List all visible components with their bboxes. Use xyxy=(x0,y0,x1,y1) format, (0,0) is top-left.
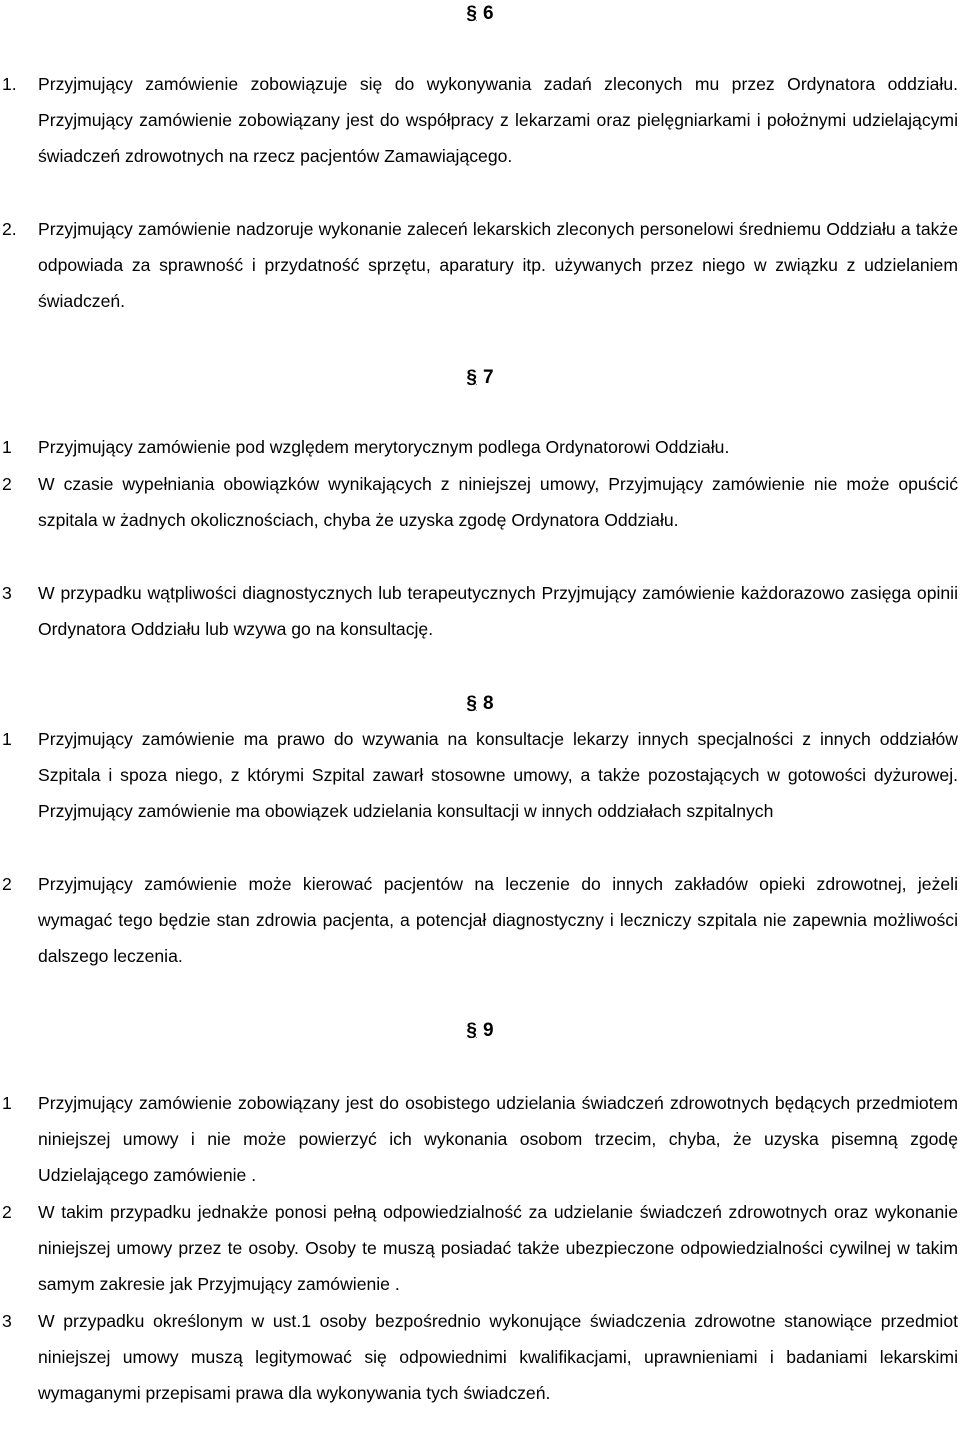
section-number: 7 xyxy=(483,367,494,388)
paragraph-7-2 xyxy=(0,466,958,538)
paragraph-number: 1. xyxy=(2,74,17,94)
paragraph-number: 2 xyxy=(2,874,12,894)
paragraph-text: W przypadku wątpliwości diagnostycznych lub terapeutycznych Przyjmujący zamówienie każdorazowo zasięga opinii Ordynatora Oddziału lub wzywa go na konsultację. xyxy=(38,583,958,640)
paragraph-number: 3 xyxy=(2,583,12,603)
paragraph-text: Przyjmujący zamówienie zobowiązany jest do osobistego udzielania świadczeń zdrowotnych będących przedmiotem niniejszej umowy i nie może powierzyć ich wykonania osobom trzecim, chyba, że uzyska pisemną zgodę Udzielającego zamówienie . xyxy=(38,1093,958,1186)
paragraph-8-2 xyxy=(0,866,958,975)
section-heading-6 xyxy=(0,2,960,26)
paragraph-number: 3 xyxy=(2,1311,12,1331)
section-number: 9 xyxy=(483,1020,494,1041)
paragraph-text: Przyjmujący zamówienie ma prawo do wzywania na konsultacje lekarzy innych specjalności z innych oddziałów Szpitala i spoza niego, z którymi Szpital zawarł stosowne umowy, a także pozostających w gotowości dyżurowej. Przyjmujący zamówienie ma obowiązek udzielania konsultacji w innych oddziałach szpitalnych xyxy=(38,729,958,822)
paragraph-9-1 xyxy=(0,1085,958,1194)
paragraph-9-3 xyxy=(0,1303,958,1412)
paragraph-text: W przypadku określonym w ust.1 osoby bezpośrednio wykonujące świadczenia zdrowotne stanowiące przedmiot niniejszej umowy muszą legitymować się odpowiednimi kwalifikacjami, uprawnieniami i badaniami lekarskimi wymaganymi przepisami prawa dla wykonywania tych świadczeń. xyxy=(38,1311,958,1404)
paragraph-text: Przyjmujący zamówienie pod względem merytorycznym podlega Ordynatorowi Oddziału. xyxy=(38,437,730,457)
paragraph-text: Przyjmujący zamówienie zobowiązuje się do wykonywania zadań zleconych mu przez Ordynatora oddziału. Przyjmujący zamówienie zobowiązany jest do współpracy z lekarzami oraz pielęgniarkami i położnymi udzielającymi świadczeń zdrowotnych na rzecz pacjentów Zamawiającego. xyxy=(38,74,958,167)
paragraph-number: 2 xyxy=(2,1202,12,1222)
paragraph-number: 1 xyxy=(2,437,12,457)
paragraph-7-3 xyxy=(0,575,958,647)
paragraph-text: W takim przypadku jednakże ponosi pełną odpowiedzialność za udzielanie świadczeń zdrowotnych oraz wykonanie niniejszej umowy przez te osoby. Osoby te muszą posiadać także ubezpieczone odpowiedzialności cywilnej w takim samym zakresie jak Przyjmujący zamówienie . xyxy=(38,1202,958,1295)
section-number: 8 xyxy=(483,693,494,714)
paragraph-6-1 xyxy=(0,66,958,175)
paragraph-6-2 xyxy=(0,211,958,320)
paragraph-number: 2 xyxy=(2,474,12,494)
paragraph-text: W czasie wypełniania obowiązków wynikających z niniejszej umowy, Przyjmujący zamówienie nie może opuścić szpitala w żadnych okolicznościach, chyba że uzyska zgodę Ordynatora Oddziału. xyxy=(38,474,958,531)
section-number: 6 xyxy=(483,3,494,24)
section-symbol: § xyxy=(466,693,477,714)
section-heading-7 xyxy=(0,366,960,390)
paragraph-number: 1 xyxy=(2,729,12,749)
paragraph-number: 1 xyxy=(2,1093,12,1113)
paragraph-text: Przyjmujący zamówienie może kierować pacjentów na leczenie do innych zakładów opieki zdrowotnej, jeżeli wymagać tego będzie stan zdrowia pacjenta, a potencjał diagnostyczny i leczniczy szpitala nie zapewnia możliwości dalszego leczenia. xyxy=(38,874,958,967)
paragraph-number: 2. xyxy=(2,219,17,239)
section-heading-9 xyxy=(0,1019,960,1043)
paragraph-7-1 xyxy=(0,429,958,465)
paragraph-8-1 xyxy=(0,721,958,830)
section-symbol: § xyxy=(466,3,477,24)
paragraph-text: Przyjmujący zamówienie nadzoruje wykonanie zaleceń lekarskich zleconych personelowi średniemu Oddziału a także odpowiada za sprawność i przydatność sprzętu, aparatury itp. używanych przez niego w związku z udzielaniem świadczeń. xyxy=(38,219,958,312)
paragraph-9-2 xyxy=(0,1194,958,1303)
section-symbol: § xyxy=(466,367,477,388)
section-heading-8 xyxy=(0,692,960,716)
section-symbol: § xyxy=(466,1020,477,1041)
